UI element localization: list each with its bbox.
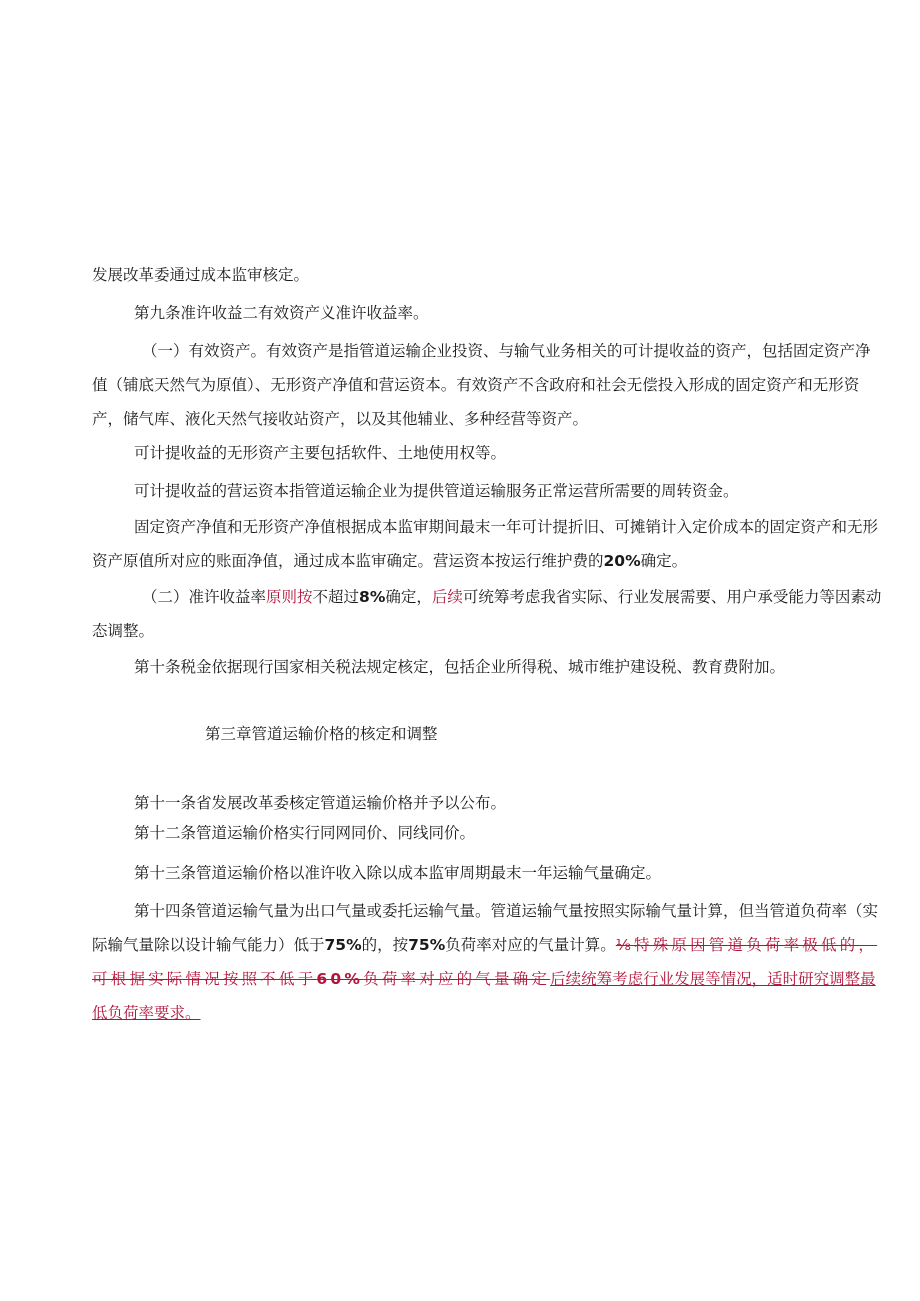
revision-insert-underlined: 后续统筹考虑行业发展等情况，适时研究调整最低负荷率要求。	[92, 970, 876, 1022]
revision-deletion: 60%	[316, 970, 364, 988]
effective-assets-paragraph: （一）有效资产。有效资产是指管道运输企业投资、与输气业务相关的可计提收益的资产，包括固定资产净值（铺底天然气为原值）、无形资产净值和营运资本。有效资产不含政府和社会无偿投入形成的固定资产和无形资产，储气库、液化天然气接收站资产，以及其他辅业、多种经营等资产。	[92, 342, 871, 428]
allowed-return-rate-paragraph: （二）准许收益率原则按不超过8%确定，后续可统筹考虑我省实际、行业发展需要、用户承受能力等因素动态调整。	[92, 588, 882, 640]
working-capital-paragraph: 可计提收益的营运资本指管道运输企业为提供管道运输服务正常运营所需要的周转资金。	[134, 482, 739, 500]
revision-deletion: 负荷率对应的气量确定	[363, 970, 551, 988]
article-10-paragraph: 第十条税金依据现行国家相关税法规定核定，包括企业所得税、城市维护建设税、教育费附加。	[134, 658, 786, 676]
net-value-paragraph: 固定资产净值和无形资产净值根据成本监审期间最末一年可计提折旧、可摊销计入定价成本的固定资产和无形资产原值所对应的账面净值，通过成本监审确定。营运资本按运行维护费的20%确定。	[92, 518, 879, 570]
revision-insert: 原则按	[266, 588, 313, 606]
intangible-assets-paragraph: 可计提收益的无形资产主要包括软件、土地使用权等。	[134, 444, 507, 462]
article-13-paragraph: 第十三条管道运输价格以准许收入除以成本监审周期最末一年运输气量确定。	[134, 864, 662, 882]
article-11-paragraph: 第十一条省发展改革委核定管道运输价格并予以公布。	[134, 794, 507, 812]
article-9-heading: 第九条准许收益二有效资产义准许收益率。	[134, 304, 429, 322]
revision-deletion: ⅛特殊原因管道负荷率极低的，可根据实际情况按照不低于	[92, 936, 878, 988]
chapter-title: 第三章管道运输价格的核定和调整	[205, 725, 438, 743]
revision-insert: 后续	[431, 588, 463, 606]
paragraph-continuation: 发展改革委通过成本监审核定。	[92, 266, 310, 284]
article-14-paragraph: 第十四条管道运输气量为出口气量或委托运输气量。管道运输气量按照实际输气量计算，但当管道负荷率（实际输气量除以设计输气能力）低于75%的，按75%负荷率对应的气量计算。⅛特殊原因管道负荷率极低的，可根据实际情况按照不低于60%负荷率对应的气量确定后续统筹考虑行业发展等情况，适时研究调整最低负荷率要求。	[92, 902, 879, 1022]
article-12-paragraph: 第十二条管道运输价格实行同网同价、同线同价。	[134, 824, 476, 842]
